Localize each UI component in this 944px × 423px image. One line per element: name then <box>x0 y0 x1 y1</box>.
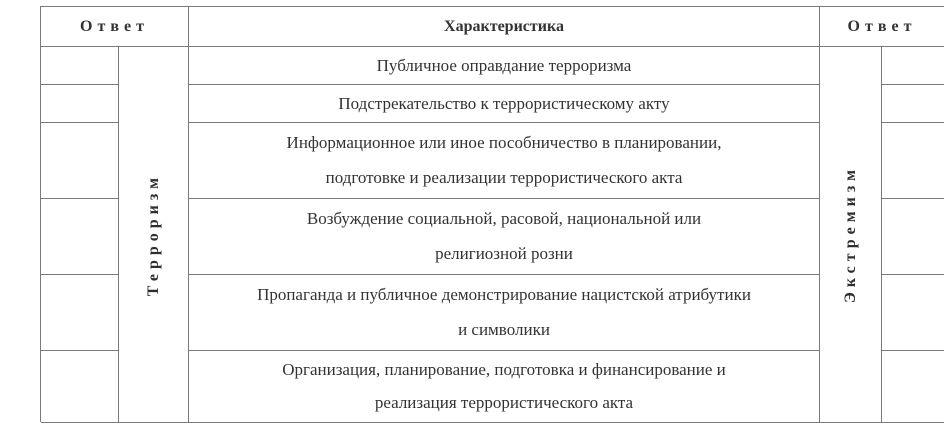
answer-cell-left-1[interactable] <box>41 47 119 85</box>
answer-cell-left-3[interactable] <box>41 123 119 199</box>
characteristic-line: Возбуждение социальной, расовой, национальной или <box>306 208 702 228</box>
characteristic-line: Организация, планирование, подготовка и финансирование и <box>282 359 726 379</box>
header-answer-right: Ответ <box>820 7 944 47</box>
answer-cell-right-6[interactable] <box>882 351 944 423</box>
characteristic-row-6 <box>189 351 820 423</box>
category-terrorism <box>119 47 189 423</box>
characteristic-row-2 <box>189 85 820 123</box>
characteristic-line: Информационное или иное пособничество в планировании, <box>286 132 722 152</box>
answer-cell-left-4[interactable] <box>41 199 119 275</box>
characteristic-row-3 <box>189 123 820 199</box>
characteristic-line: религиозной розни <box>435 244 573 264</box>
characteristic-line: Подстрекательство к террористическому акту <box>338 93 670 113</box>
characteristic-line: подготовке и реализации террористического акта <box>325 168 683 188</box>
answer-cell-right-5[interactable] <box>882 275 944 351</box>
answer-cell-right-4[interactable] <box>882 199 944 275</box>
answer-table <box>40 6 944 422</box>
answer-cell-right-1[interactable] <box>882 47 944 85</box>
characteristic-line: Публичное оправдание терроризма <box>376 55 632 75</box>
characteristic-line: Пропаганда и публичное демонстрирование нацистской атрибутики <box>257 284 751 304</box>
characteristic-row-5 <box>189 275 820 351</box>
category-terrorism-label: Терроризм <box>144 172 162 297</box>
characteristic-row-4 <box>189 199 820 275</box>
answer-cell-left-6[interactable] <box>41 351 119 423</box>
header-answer-left: Ответ <box>41 7 189 47</box>
characteristic-line: реализация террористического акта <box>374 393 634 413</box>
answer-cell-right-2[interactable] <box>882 85 944 123</box>
answer-cell-left-5[interactable] <box>41 275 119 351</box>
answer-cell-right-3[interactable] <box>882 123 944 199</box>
category-extremism <box>820 47 882 423</box>
answer-cell-left-2[interactable] <box>41 85 119 123</box>
characteristic-line: и символики <box>458 320 550 340</box>
category-extremism-label: Экстремизм <box>841 165 859 304</box>
characteristic-row-1 <box>189 47 820 85</box>
header-characteristic: Характеристика <box>189 7 820 47</box>
